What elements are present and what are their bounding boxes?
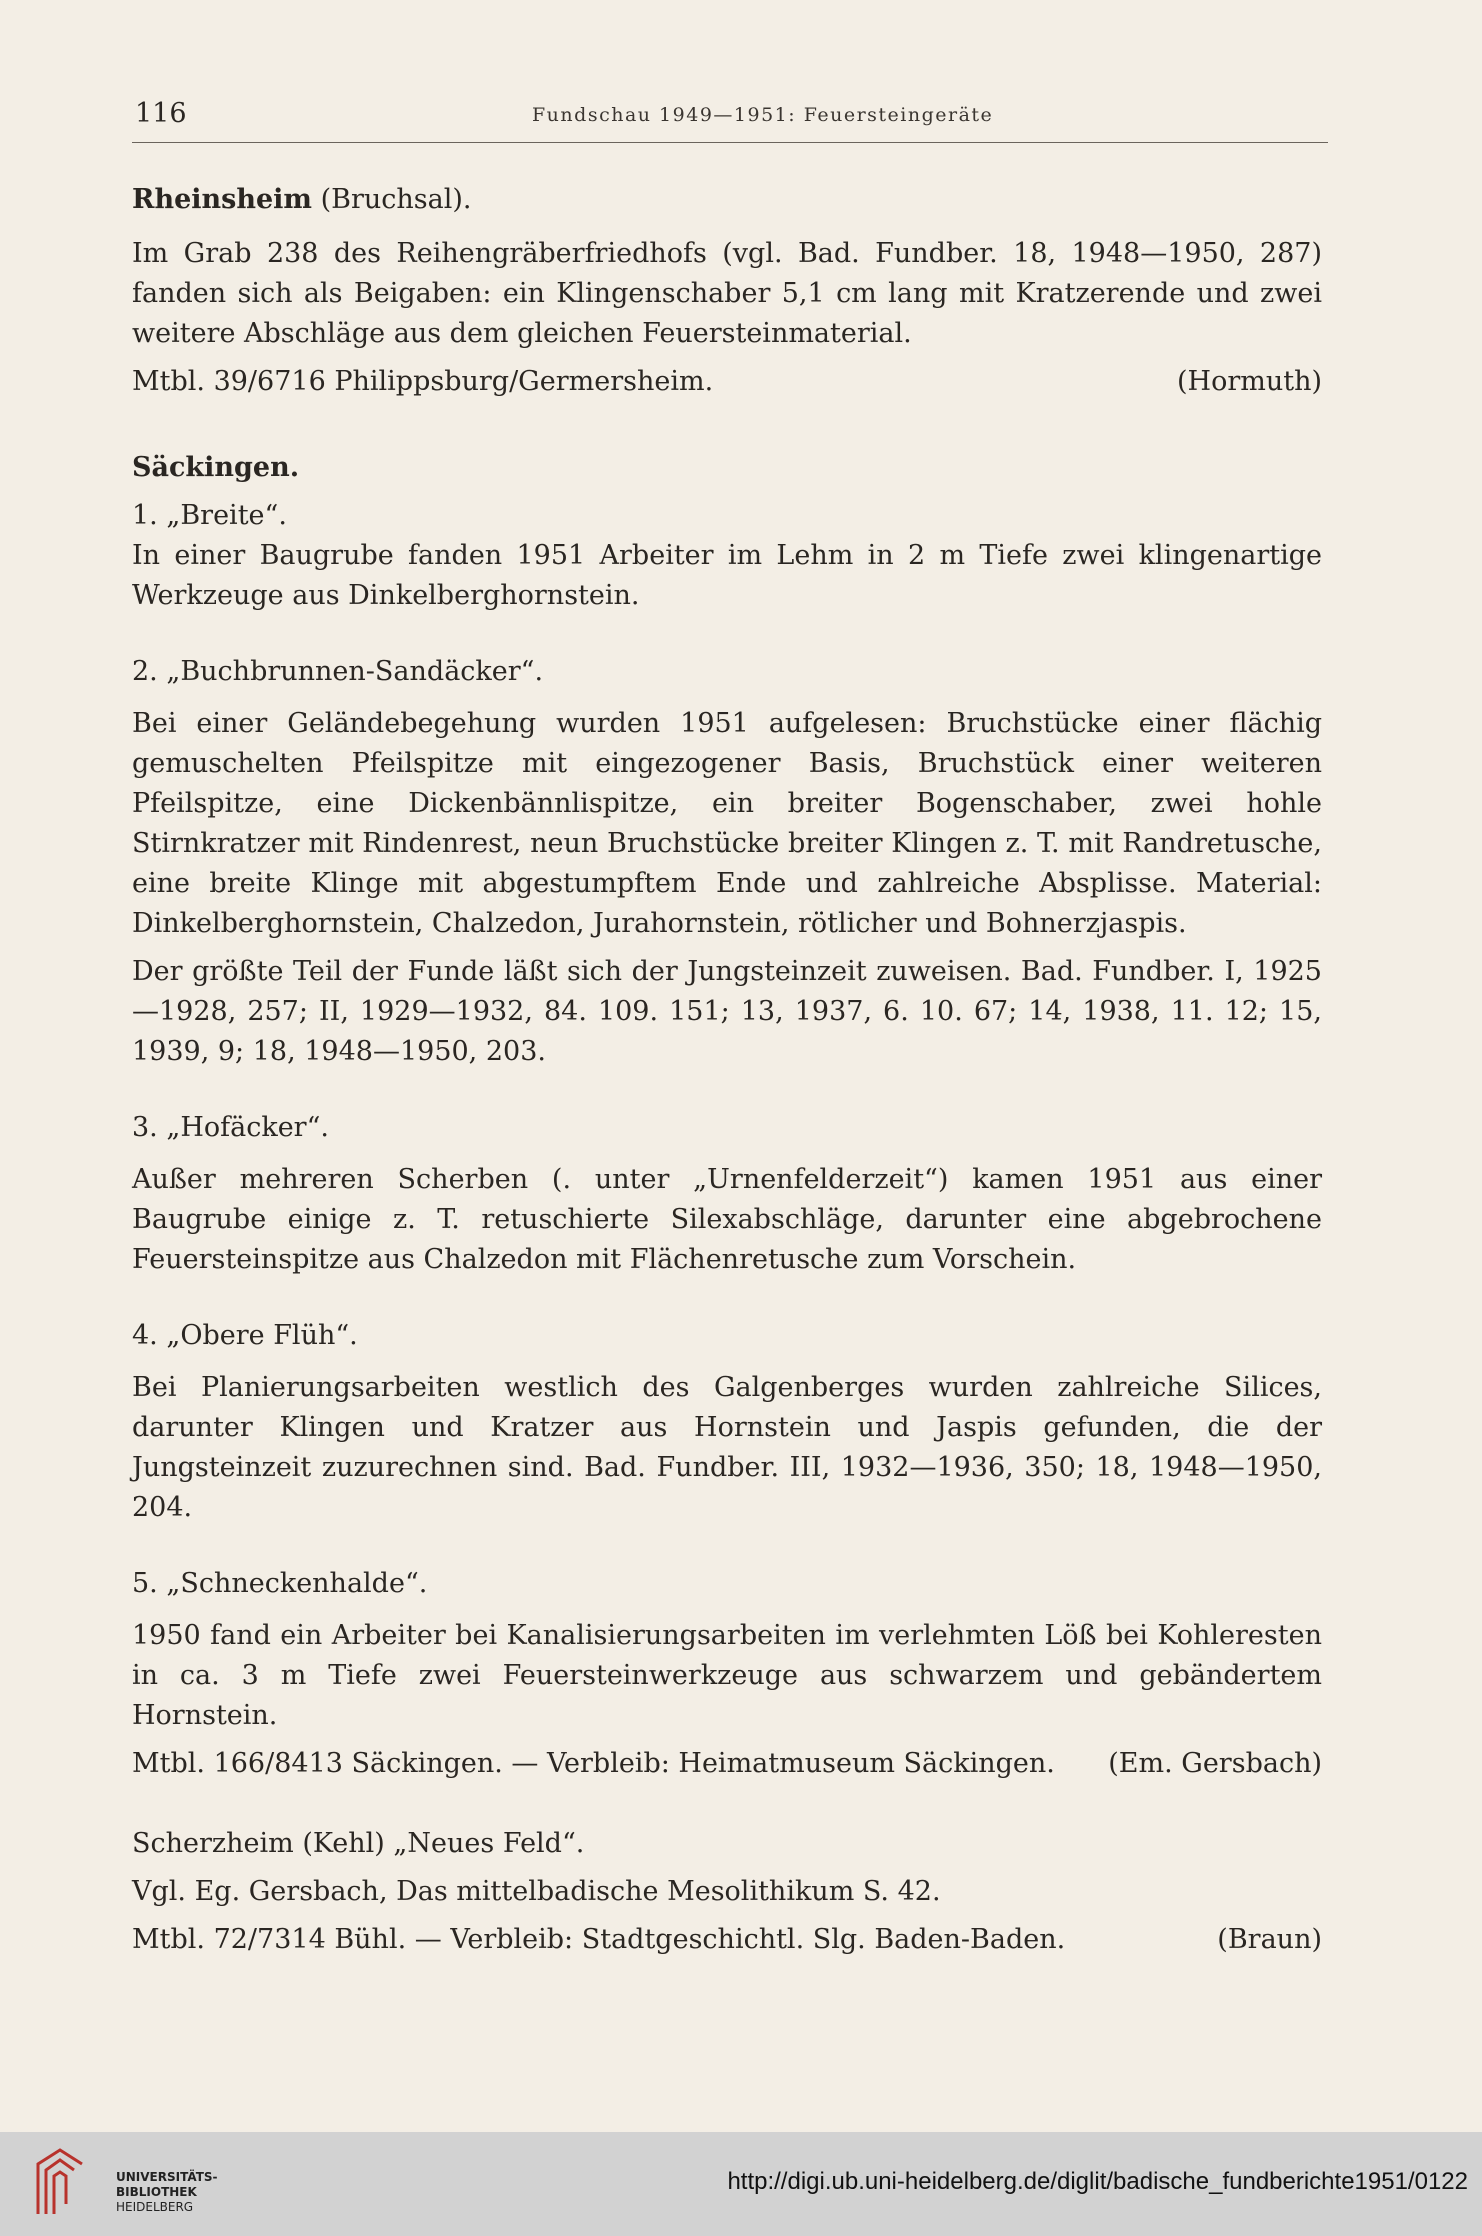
map-reference: Mtbl. 72/7314 Bühl. — Verbleib: Stadtgeschichtl. Slg. Baden-Baden. [132, 1924, 1066, 1955]
item-text: Bei einer Geländebegehung wurden 1951 aufgelesen: Bruchstücke einer flächig gemuschelten Pfeilspitze mit eingezogener Basis, Bruchstück einer weiteren Pfeilspitze, eine Dickenbännlispitze, ein breiter Bogenschaber, zwei hohle Stirnkratzer mit Rindenrest, neun Bruchstücke breiter Klingen z. T. mit Randretusche, eine breite Klinge mit abgestumpftem Ende und zahlreiche Absplisse. Material: Dinkelberghornstein, Chalzedon, Jurahornstein, rötlicher und Bohnerzjaspis. [132, 708, 1322, 939]
library-name: UNIVERSITÄTS- BIBLIOTHEK HEIDELBERG [116, 2170, 218, 2214]
rheinsheim-text: Im Grab 238 des Reihengräberfriedhofs (vgl. Bad. Fundber. 18, 1948—1950, 287) fanden sich als Beigaben: ein Klingenschaber 5,1 cm lang mit Kratzerende und zwei weitere Abschläge aus dem gleichen Feuersteinmaterial. [132, 238, 1322, 349]
running-head: Fundschau 1949—1951: Feuersteingeräte [532, 104, 994, 126]
item-text: Der größte Teil der Funde läßt sich der Jungsteinzeit zuweisen. Bad. Fundber. I, 1925—1928, 257; II, 1929—1932, 84. 109. 151; 13, 1937, 6. 10. 67; 14, 1938, 11. 12; 15, 1939, 9; 18, 1948—1950, 203. [132, 956, 1322, 1067]
item-heading: 3. „Hofäcker“. [132, 1112, 329, 1143]
map-reference: Mtbl. 166/8413 Säckingen. — Verbleib: Heimatmuseum Säckingen. [132, 1748, 1055, 1779]
item-heading: 2. „Buchbrunnen-Sandäcker“. [132, 656, 544, 687]
item-heading: 1. „Breite“. [132, 500, 287, 531]
item-heading: 5. „Schneckenhalde“. [132, 1568, 428, 1599]
author-name: (Braun) [1217, 1924, 1322, 1955]
library-logo[interactable] [30, 2144, 218, 2226]
author-name: (Em. Gersbach) [1108, 1748, 1322, 1779]
saeckingen-map-line [132, 1744, 1322, 1784]
entry-title-scherzheim: Scherzheim (Kehl) „Neues Feld“. [132, 1828, 585, 1859]
map-reference: Mtbl. 39/6716 Philippsburg/Germersheim. [132, 366, 714, 397]
item-text: 1950 fand ein Arbeiter bei Kanalisierungsarbeiten im verlehmten Löß bei Kohleresten in ca. 3 m Tiefe zwei Feuersteinwerkzeuge aus schwarzem und gebändertem Hornstein. [132, 1620, 1322, 1731]
item-text: Bei Planierungsarbeiten westlich des Galgenberges wurden zahlreiche Silices, darunter Klingen und Kratzer aus Hornstein und Jaspis gefunden, die der Jungsteinzeit zuzurechnen sind. Bad. Fundber. III, 1932—1936, 350; 18, 1948—1950, 204. [132, 1372, 1322, 1523]
logo-stroke [46, 2160, 74, 2214]
source-url-link[interactable]: http://digi.ub.uni-heidelberg.de/diglit/badische_fundberichte1951/0122 [727, 2168, 1468, 2195]
rheinsheim-map-line [132, 362, 1322, 402]
entry-title-rheinsheim: Rheinsheim (Bruchsal). [132, 184, 472, 215]
item-text: Außer mehreren Scherben (. unter „Urnenfelderzeit“) kamen 1951 aus einer Baugrube einige z. T. retuschierte Silexabschläge, darunter eine abgebrochene Feuersteinspitze aus Chalzedon mit Flächenretusche zum Vorschein. [132, 1164, 1322, 1275]
page-content [132, 180, 1322, 1960]
scherzheim-map-line [132, 1920, 1322, 1960]
page-number: 116 [135, 98, 187, 129]
library-logo-icon [30, 2144, 90, 2224]
logo-stroke [54, 2172, 66, 2214]
scherzheim-text: Vgl. Eg. Gersbach, Das mittelbadische Mesolithikum S. 42. [132, 1876, 941, 1907]
page-header [132, 98, 1328, 143]
author-name: (Hormuth) [1176, 366, 1322, 397]
entry-title-saeckingen: Säckingen. [132, 452, 300, 483]
item-heading: 4. „Obere Flüh“. [132, 1320, 358, 1351]
footer-bar [0, 2132, 1482, 2236]
item-text: In einer Baugrube fanden 1951 Arbeiter im Lehm in 2 m Tiefe zwei klingenartige Werkzeuge aus Dinkelberghornstein. [132, 540, 1322, 611]
